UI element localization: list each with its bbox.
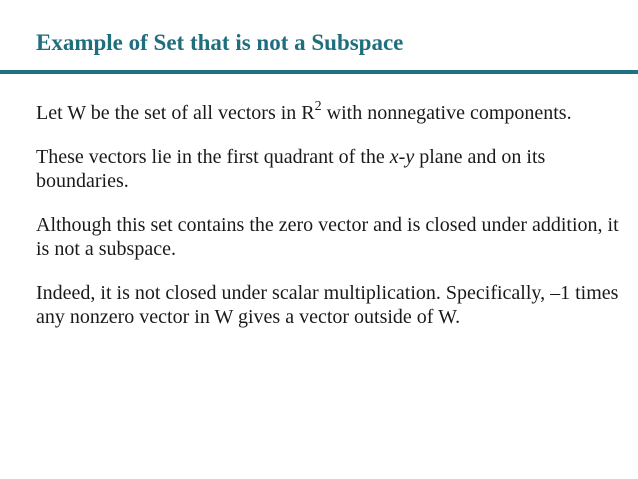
x-variable: x: [389, 146, 399, 168]
paragraph-quadrant: [36, 145, 621, 193]
paragraph-quadrant-text: These vectors lie in the first quadrant of the: [36, 146, 390, 168]
xy-dash: -: [398, 146, 406, 168]
paragraph-closure: Although this set contains the zero vector and is closed under addition, it is not a subspace.: [36, 214, 619, 260]
superscript-2: 2: [314, 99, 322, 115]
slide-title: Example of Set that is not a Subspace: [36, 30, 404, 55]
paragraph-scalar: Indeed, it is not closed under scalar multiplication. Specifically, –1 times any nonzero vector in W gives a vector outside of W.: [36, 282, 619, 328]
slide-body: [36, 101, 621, 329]
paragraph-definition-text: Let W be the set of all vectors in R: [36, 102, 315, 124]
title-divider: [0, 70, 638, 74]
y-variable: y: [405, 146, 415, 168]
paragraph-quadrant-text-end: plane and on its boundaries.: [36, 146, 546, 192]
paragraph-definition: [36, 101, 621, 125]
paragraph-definition-text-end: with nonnegative components.: [321, 102, 572, 124]
